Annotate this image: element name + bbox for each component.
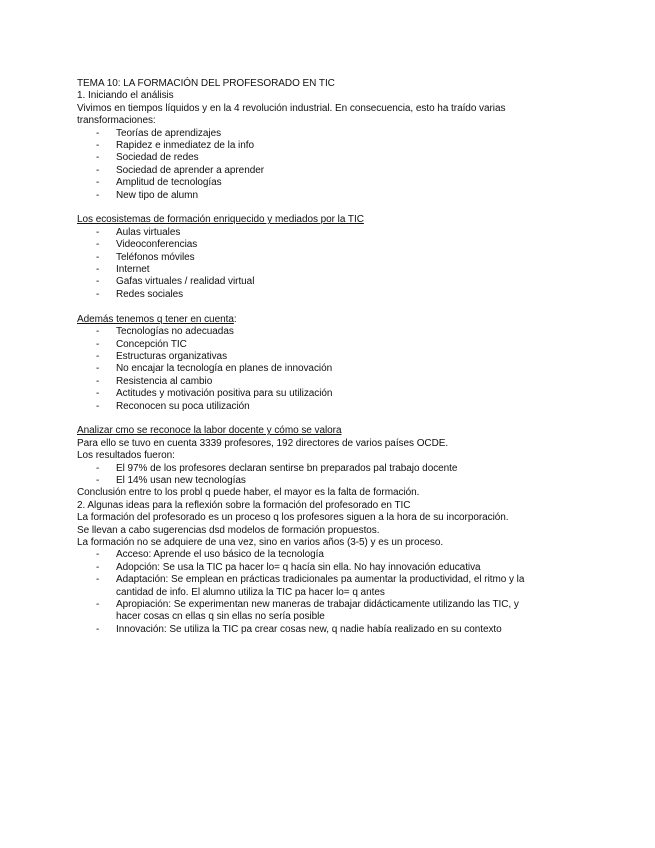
dash-bullet: -	[96, 462, 100, 474]
training-stages-list	[77, 549, 577, 636]
list-item	[77, 326, 577, 338]
list-item	[77, 264, 577, 276]
list-item-text-continued: hacer cosas cn ellas q sin ellas no sería posible	[116, 611, 325, 623]
considerations-heading-line	[77, 314, 577, 326]
spacer	[77, 413, 577, 425]
paragraph-line: La formación del profesorado es un proceso q los profesores siguen a la hora de su incorporación.	[77, 512, 509, 524]
list-item	[77, 128, 577, 140]
dash-bullet: -	[96, 474, 100, 486]
list-item-text: El 14% usan new tecnologías	[116, 474, 246, 486]
list-item-text: Sociedad de aprender a aprender	[116, 164, 265, 176]
list-item-adaptacion	[77, 574, 577, 599]
list-item	[77, 351, 577, 363]
dash-bullet: -	[96, 264, 100, 276]
list-item	[77, 227, 577, 239]
dash-bullet: -	[96, 276, 100, 288]
dash-bullet: -	[96, 127, 100, 139]
dash-bullet: -	[96, 177, 100, 189]
list-item-text: Tecnologías no adecuadas	[116, 326, 234, 338]
dash-bullet: -	[96, 350, 100, 362]
dash-bullet: -	[96, 338, 100, 350]
list-item-text: Acceso: Aprende el uso básico de la tecnología	[116, 549, 324, 561]
teaching-recognition-heading: Analizar cmo se reconoce la labor docente y cómo se valora	[77, 425, 342, 437]
dash-bullet: -	[96, 549, 100, 561]
dash-bullet: -	[96, 400, 100, 412]
list-item	[77, 252, 577, 264]
list-item	[77, 190, 577, 202]
list-item	[77, 152, 577, 164]
list-item-text: El 97% de los profesores declaran sentirse bn preparados pal trabajo docente	[116, 462, 458, 474]
list-item-text: Concepción TIC	[116, 338, 187, 350]
considerations-list	[77, 326, 577, 413]
dash-bullet: -	[96, 152, 100, 164]
dash-bullet: -	[96, 251, 100, 263]
list-item-text: Rapidez e inmediatez de la info	[116, 140, 254, 152]
section-1-heading: 1. Iniciando el análisis	[77, 90, 174, 102]
dash-bullet: -	[96, 226, 100, 238]
list-item-text: Redes sociales	[116, 288, 184, 300]
list-item	[77, 363, 577, 375]
list-item-apropiacion	[77, 599, 577, 624]
list-item	[77, 463, 577, 475]
dash-bullet: -	[96, 326, 100, 338]
list-item-acceso	[77, 549, 577, 561]
spacer	[77, 202, 577, 214]
list-item-text: Resistencia al cambio	[116, 375, 213, 387]
paragraph-line: La formación no se adquiere de una vez, sino en varios años (3-5) y es un proceso.	[77, 536, 444, 548]
list-item-text: Videoconferencias	[116, 239, 198, 251]
dash-bullet: -	[96, 363, 100, 375]
list-item	[77, 388, 577, 400]
transformations-list	[77, 128, 577, 202]
spacer	[77, 301, 577, 313]
list-item	[77, 276, 577, 288]
list-item-text: Estructuras organizativas	[116, 350, 228, 362]
list-item	[77, 401, 577, 413]
list-item-text: New tipo de alumn	[116, 189, 198, 201]
list-item-text: Gafas virtuales / realidad virtual	[116, 276, 255, 288]
dash-bullet: -	[96, 623, 100, 635]
dash-bullet: -	[96, 375, 100, 387]
dash-bullet: -	[96, 388, 100, 400]
list-item-adopcion	[77, 562, 577, 574]
list-item-text: Adopción: Se usa la TIC pa hacer lo= q hacía sin ella. No hay innovación educativa	[116, 561, 481, 573]
list-item-text: Internet	[116, 264, 150, 276]
list-item-text: No encajar la tecnología en planes de innovación	[116, 363, 333, 375]
list-item-text: Aulas virtuales	[116, 226, 181, 238]
list-item	[77, 177, 577, 189]
list-item	[77, 376, 577, 388]
heading-colon: :	[233, 313, 237, 325]
document-page	[77, 78, 577, 636]
dash-bullet: -	[96, 164, 100, 176]
list-item-text: Amplitud de tecnologías	[116, 177, 222, 189]
results-intro-text: Los resultados fueron:	[77, 450, 175, 462]
considerations-heading: Además tenemos q tener en cuenta	[77, 313, 234, 325]
dash-bullet: -	[96, 599, 100, 611]
section-2-heading: 2. Algunas ideas para la reflexión sobre la formación del profesorado en TIC	[77, 499, 411, 511]
list-item-innovacion	[77, 624, 577, 636]
ecosystems-heading: Los ecosistemas de formación enriquecido y mediados por la TIC	[77, 214, 364, 226]
list-item-text: Teorías de aprendizajes	[116, 127, 222, 139]
list-item	[77, 165, 577, 177]
list-item-text: Innovación: Se utiliza la TIC pa crear cosas new, q nadie había realizado en su contexto	[116, 623, 502, 635]
list-item-text: Actitudes y motivación positiva para su utilización	[116, 388, 333, 400]
list-item	[77, 475, 577, 487]
list-item-text: Sociedad de redes	[116, 152, 199, 164]
list-item	[77, 239, 577, 251]
dash-bullet: -	[96, 140, 100, 152]
dash-bullet: -	[96, 561, 100, 573]
document-title: TEMA 10: LA FORMACIÓN DEL PROFESORADO EN TIC	[77, 78, 335, 89]
list-item-text: Adaptación: Se emplean en prácticas tradicionales pa aumentar la productividad, el ritmo y la	[116, 574, 525, 586]
list-item-text-continued: cantidad de info. El alumno utiliza la TIC pa hacer lo= q antes	[116, 586, 385, 598]
study-sample-text: Para ello se tuvo en cuenta 3339 profesores, 192 directores de varios países OCDE.	[77, 437, 449, 449]
list-item	[77, 339, 577, 351]
dash-bullet: -	[96, 574, 100, 586]
dash-bullet: -	[96, 288, 100, 300]
dash-bullet: -	[96, 239, 100, 251]
conclusion-text: Conclusión entre to los probl q puede haber, el mayor es la falta de formación.	[77, 487, 420, 499]
section-1-intro-line-1: Vivimos en tiempos líquidos y en la 4 revolución industrial. En consecuencia, esto ha traído varias	[77, 102, 506, 114]
section-1-intro-line-2: transformaciones:	[77, 115, 156, 127]
ecosystems-list	[77, 227, 577, 301]
list-item	[77, 289, 577, 301]
paragraph-line: Se llevan a cabo sugerencias dsd modelos de formación propuestos.	[77, 524, 380, 536]
list-item-text: Apropiación: Se experimentan new maneras de trabajar didácticamente utilizando las TIC, y	[116, 599, 519, 611]
dash-bullet: -	[96, 189, 100, 201]
results-list	[77, 463, 577, 488]
list-item-text: Reconocen su poca utilización	[116, 400, 250, 412]
list-item	[77, 140, 577, 152]
list-item-text: Teléfonos móviles	[116, 251, 195, 263]
